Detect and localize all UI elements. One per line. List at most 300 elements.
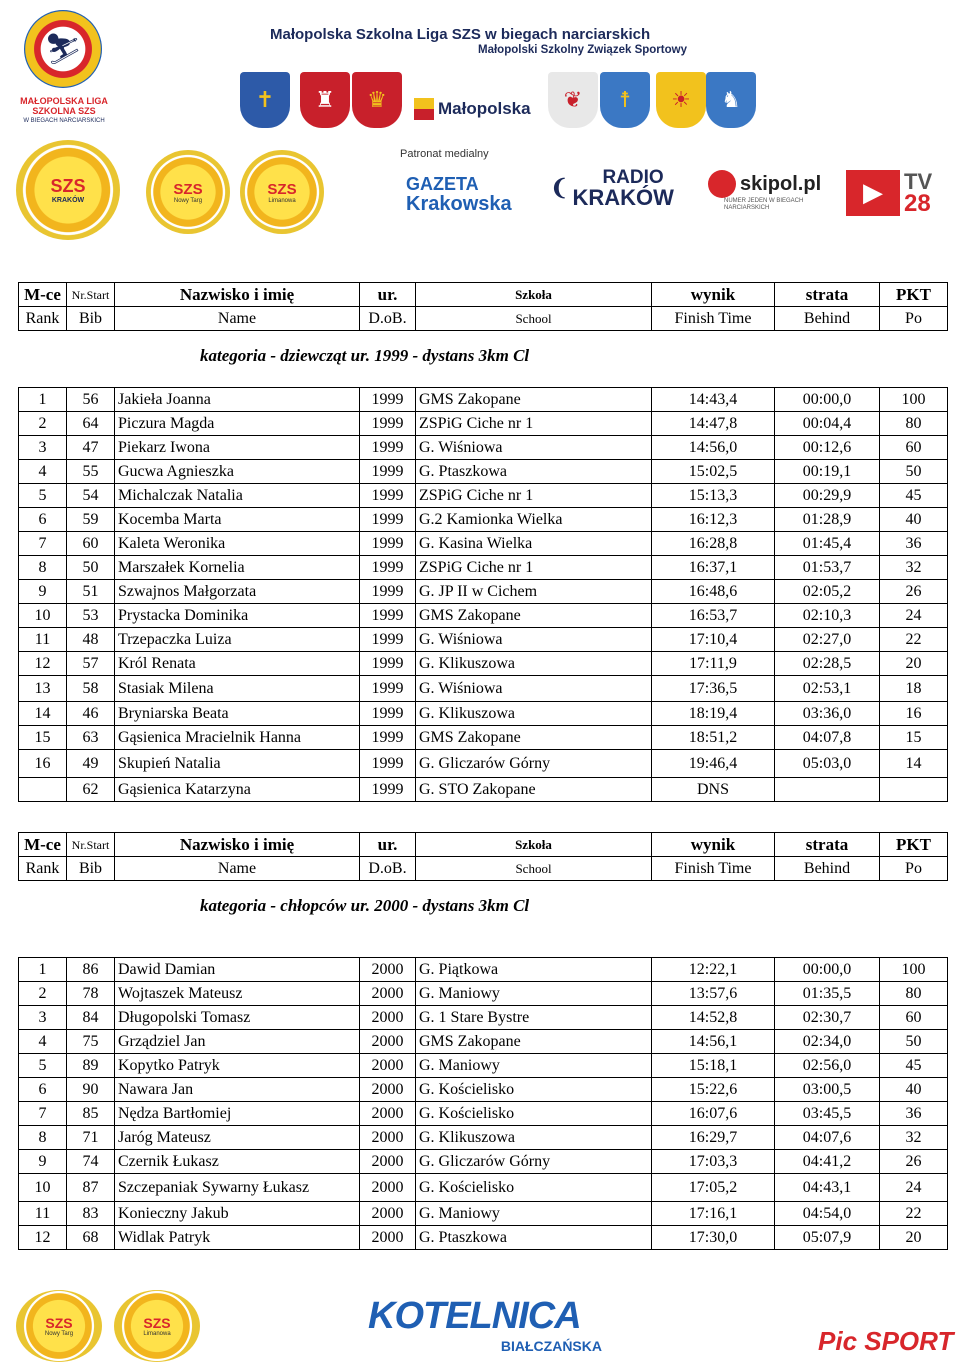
cell-bib: 58 bbox=[67, 676, 115, 702]
col-school-pl: Szkoła bbox=[416, 283, 652, 307]
cell-dob: 1999 bbox=[360, 436, 416, 460]
cell-points: 32 bbox=[880, 556, 948, 580]
table-row bbox=[19, 676, 948, 702]
cell-rank: 12 bbox=[19, 1226, 67, 1250]
gazeta-krakowska-logo bbox=[406, 174, 512, 214]
league-logo-sub: W BIEGACH NARCIARSKICH bbox=[23, 118, 105, 124]
cell-points: 22 bbox=[880, 1202, 948, 1226]
col-behind-pl: strata bbox=[775, 833, 880, 857]
cross-crest-icon: ✝ bbox=[240, 72, 290, 128]
cell-points: 80 bbox=[880, 982, 948, 1006]
cell-finish-time: 17:10,4 bbox=[652, 628, 775, 652]
footer-szs-town-1: Nowy Targ bbox=[44, 1331, 74, 1337]
table-row bbox=[19, 652, 948, 676]
cell-points: 40 bbox=[880, 508, 948, 532]
cell-dob: 1999 bbox=[360, 532, 416, 556]
cell-behind: 00:29,9 bbox=[775, 484, 880, 508]
cell-finish-time: 13:57,6 bbox=[652, 982, 775, 1006]
cell-name: Bryniarska Beata bbox=[115, 702, 360, 726]
cell-name: Stasiak Milena bbox=[115, 676, 360, 702]
cell-name: Kocemba Marta bbox=[115, 508, 360, 532]
cell-finish-time: 17:36,5 bbox=[652, 676, 775, 702]
cell-school: G. Wiśniowa bbox=[416, 436, 652, 460]
cell-points: 40 bbox=[880, 1078, 948, 1102]
cell-school: GMS Zakopane bbox=[416, 388, 652, 412]
cell-points: 80 bbox=[880, 412, 948, 436]
cell-points: 22 bbox=[880, 628, 948, 652]
table-row bbox=[19, 1174, 948, 1202]
malopolska-flag-icon bbox=[414, 98, 434, 120]
col-dob-en: D.oB. bbox=[360, 857, 416, 881]
cell-dob: 1999 bbox=[360, 750, 416, 778]
col-school-pl: Szkoła bbox=[416, 833, 652, 857]
cell-behind: 02:34,0 bbox=[775, 1030, 880, 1054]
cell-school: GMS Zakopane bbox=[416, 726, 652, 750]
cell-rank: 8 bbox=[19, 1126, 67, 1150]
cell-behind: 02:30,7 bbox=[775, 1006, 880, 1030]
malopolska-text: Małopolska bbox=[438, 99, 531, 118]
table-row bbox=[19, 1006, 948, 1030]
cell-points: 32 bbox=[880, 1126, 948, 1150]
cell-finish-time: 16:29,7 bbox=[652, 1126, 775, 1150]
szs-powiat-logo-2 bbox=[240, 150, 324, 234]
radio-krakow-logo bbox=[550, 168, 674, 208]
cell-dob: 2000 bbox=[360, 982, 416, 1006]
cell-school: G. Kościelisko bbox=[416, 1078, 652, 1102]
table-row bbox=[19, 436, 948, 460]
cell-dob: 1999 bbox=[360, 628, 416, 652]
cell-school: G. STO Zakopane bbox=[416, 778, 652, 802]
cell-school: G. Maniowy bbox=[416, 1202, 652, 1226]
sun-crest-icon: ☀ bbox=[656, 72, 706, 128]
cell-name: Król Renata bbox=[115, 652, 360, 676]
cell-school: G. Maniowy bbox=[416, 982, 652, 1006]
table-row bbox=[19, 750, 948, 778]
cell-behind: 02:56,0 bbox=[775, 1054, 880, 1078]
cell-points: 45 bbox=[880, 1054, 948, 1078]
header-table-girls bbox=[18, 282, 948, 331]
table-row bbox=[19, 388, 948, 412]
cell-name: Kopytko Patryk bbox=[115, 1054, 360, 1078]
skipol-sub: NUMER JEDEN W BIEGACH NARCIARSKICH bbox=[724, 198, 804, 211]
cell-name: Nędza Bartłomiej bbox=[115, 1102, 360, 1126]
cell-finish-time: 16:37,1 bbox=[652, 556, 775, 580]
col-pkt-en: Po bbox=[880, 857, 948, 881]
cell-behind: 00:00,0 bbox=[775, 388, 880, 412]
cell-rank: 10 bbox=[19, 604, 67, 628]
table-row bbox=[19, 1078, 948, 1102]
cell-name: Wojtaszek Mateusz bbox=[115, 982, 360, 1006]
results-table-boys bbox=[18, 957, 948, 1250]
cell-points: 20 bbox=[880, 652, 948, 676]
cell-rank: 5 bbox=[19, 1054, 67, 1078]
cell-rank: 14 bbox=[19, 702, 67, 726]
cell-points: 36 bbox=[880, 532, 948, 556]
league-logo bbox=[14, 10, 114, 128]
cell-points: 100 bbox=[880, 388, 948, 412]
cell-dob: 1999 bbox=[360, 580, 416, 604]
cell-rank: 1 bbox=[19, 958, 67, 982]
cell-finish-time: DNS bbox=[652, 778, 775, 802]
table-row bbox=[19, 460, 948, 484]
col-bib-pl: Nr.Start bbox=[67, 283, 115, 307]
cell-bib: 78 bbox=[67, 982, 115, 1006]
table-row bbox=[19, 1150, 948, 1174]
header-title: Małopolska Szkolna Liga SZS w biegach narciarskich bbox=[270, 26, 651, 43]
cell-finish-time: 14:52,8 bbox=[652, 1006, 775, 1030]
cell-behind: 01:35,5 bbox=[775, 982, 880, 1006]
cell-bib: 59 bbox=[67, 508, 115, 532]
table-row bbox=[19, 1030, 948, 1054]
cell-bib: 63 bbox=[67, 726, 115, 750]
kotelnica-sub: BIAŁCZAŃSKA bbox=[500, 1338, 602, 1354]
gazeta-line2: Krakowska bbox=[406, 193, 512, 215]
cell-school: G. Klikuszowa bbox=[416, 652, 652, 676]
league-logo-text: MAŁOPOLSKA LIGA SZKOLNA SZS bbox=[20, 96, 108, 116]
table-row bbox=[19, 580, 948, 604]
header-row-1 bbox=[19, 283, 948, 307]
col-bib-en: Bib bbox=[67, 307, 115, 331]
cell-rank: 3 bbox=[19, 436, 67, 460]
col-dob-pl: ur. bbox=[360, 833, 416, 857]
header-row-2 bbox=[19, 307, 948, 331]
cell-rank: 11 bbox=[19, 1202, 67, 1226]
cell-school: ZSPiG Ciche nr 1 bbox=[416, 484, 652, 508]
cell-finish-time: 15:02,5 bbox=[652, 460, 775, 484]
cell-name: Szwajnos Małgorzata bbox=[115, 580, 360, 604]
table-row bbox=[19, 1226, 948, 1250]
col-rank-pl: M-ce bbox=[19, 283, 67, 307]
cell-behind: 04:43,1 bbox=[775, 1174, 880, 1202]
table-row bbox=[19, 702, 948, 726]
cell-bib: 56 bbox=[67, 388, 115, 412]
cell-finish-time: 17:03,3 bbox=[652, 1150, 775, 1174]
cell-behind: 04:41,2 bbox=[775, 1150, 880, 1174]
gazeta-line1: GAZETA bbox=[406, 174, 479, 194]
col-name-pl: Nazwisko i imię bbox=[115, 283, 360, 307]
cell-bib: 48 bbox=[67, 628, 115, 652]
cell-behind: 02:10,3 bbox=[775, 604, 880, 628]
cell-school: G. Maniowy bbox=[416, 1054, 652, 1078]
cell-school: G.2 Kamionka Wielka bbox=[416, 508, 652, 532]
col-dob-pl: ur. bbox=[360, 283, 416, 307]
cell-school: G. Kościelisko bbox=[416, 1102, 652, 1126]
table-row bbox=[19, 1202, 948, 1226]
cell-behind: 02:28,5 bbox=[775, 652, 880, 676]
cell-rank: 8 bbox=[19, 556, 67, 580]
cell-bib: 64 bbox=[67, 412, 115, 436]
table-row bbox=[19, 508, 948, 532]
szs-krakow-city: KRAKÓW bbox=[51, 197, 85, 204]
col-rank-en: Rank bbox=[19, 307, 67, 331]
cell-behind: 03:45,5 bbox=[775, 1102, 880, 1126]
cell-finish-time: 18:19,4 bbox=[652, 702, 775, 726]
cell-rank: 4 bbox=[19, 460, 67, 484]
table-row bbox=[19, 604, 948, 628]
pic-sport-logo: Pic SPORT bbox=[818, 1326, 954, 1356]
cell-rank: 6 bbox=[19, 1078, 67, 1102]
tv-num: 28 bbox=[904, 190, 931, 217]
table-row bbox=[19, 628, 948, 652]
cell-name: Michalczak Natalia bbox=[115, 484, 360, 508]
skier-icon: ⛷ bbox=[24, 10, 102, 88]
table-row bbox=[19, 484, 948, 508]
cell-bib: 83 bbox=[67, 1202, 115, 1226]
category-title-girls: kategoria - dziewcząt ur. 1999 - dystans 3km Cl bbox=[200, 346, 530, 365]
cell-dob: 1999 bbox=[360, 484, 416, 508]
header-subtitle: Małopolski Szkolny Związek Sportowy bbox=[478, 44, 687, 56]
cell-points: 60 bbox=[880, 1006, 948, 1030]
cell-name: Nawara Jan bbox=[115, 1078, 360, 1102]
cell-finish-time: 17:05,2 bbox=[652, 1174, 775, 1202]
cell-rank bbox=[19, 778, 67, 802]
col-behind-en: Behind bbox=[775, 857, 880, 881]
castle-crest-icon: ♜ bbox=[300, 72, 350, 128]
cell-finish-time: 15:18,1 bbox=[652, 1054, 775, 1078]
cell-finish-time: 12:22,1 bbox=[652, 958, 775, 982]
cell-name: Gucwa Agnieszka bbox=[115, 460, 360, 484]
radio-wave-icon: ❨ bbox=[550, 175, 569, 200]
cell-rank: 7 bbox=[19, 1102, 67, 1126]
cell-dob: 1999 bbox=[360, 460, 416, 484]
cell-bib: 50 bbox=[67, 556, 115, 580]
col-time-en: Finish Time bbox=[652, 307, 775, 331]
cell-dob: 1999 bbox=[360, 556, 416, 580]
col-pkt-pl: PKT bbox=[880, 283, 948, 307]
cell-finish-time: 14:47,8 bbox=[652, 412, 775, 436]
cell-name: Widlak Patryk bbox=[115, 1226, 360, 1250]
cell-name: Piekarz Iwona bbox=[115, 436, 360, 460]
cell-behind: 00:00,0 bbox=[775, 958, 880, 982]
cell-dob: 1999 bbox=[360, 508, 416, 532]
col-name-en: Name bbox=[115, 857, 360, 881]
col-school-en: School bbox=[416, 857, 652, 881]
cell-school: GMS Zakopane bbox=[416, 604, 652, 628]
col-behind-en: Behind bbox=[775, 307, 880, 331]
cell-bib: 71 bbox=[67, 1126, 115, 1150]
cell-name: Trzepaczka Luiza bbox=[115, 628, 360, 652]
cell-name: Dawid Damian bbox=[115, 958, 360, 982]
cell-name: Konieczny Jakub bbox=[115, 1202, 360, 1226]
header-table-boys bbox=[18, 832, 948, 881]
eagle-crest-icon: ❦ bbox=[548, 72, 598, 128]
cell-rank: 16 bbox=[19, 750, 67, 778]
cell-points: 24 bbox=[880, 604, 948, 628]
cell-finish-time: 14:43,4 bbox=[652, 388, 775, 412]
cell-finish-time: 17:11,9 bbox=[652, 652, 775, 676]
cell-points: 50 bbox=[880, 460, 948, 484]
cell-bib: 86 bbox=[67, 958, 115, 982]
tv-label: TV bbox=[904, 169, 933, 194]
table-row bbox=[19, 1102, 948, 1126]
cell-school: G. Piątkowa bbox=[416, 958, 652, 982]
cell-behind: 02:53,1 bbox=[775, 676, 880, 702]
header-row-1 bbox=[19, 833, 948, 857]
col-time-pl: wynik bbox=[652, 283, 775, 307]
cell-dob: 1999 bbox=[360, 676, 416, 702]
cell-school: G. Wiśniowa bbox=[416, 676, 652, 702]
cell-name: Szczepaniak Sywarny Łukasz bbox=[115, 1174, 360, 1202]
cell-rank: 5 bbox=[19, 484, 67, 508]
cell-name: Prystacka Dominika bbox=[115, 604, 360, 628]
cell-name: Czernik Łukasz bbox=[115, 1150, 360, 1174]
footer-szs-logo-2 bbox=[114, 1290, 200, 1362]
cell-behind: 00:19,1 bbox=[775, 460, 880, 484]
cell-school: GMS Zakopane bbox=[416, 1030, 652, 1054]
cell-behind: 03:36,0 bbox=[775, 702, 880, 726]
skipol-icon bbox=[708, 170, 736, 198]
cell-rank: 1 bbox=[19, 388, 67, 412]
cell-dob: 2000 bbox=[360, 1030, 416, 1054]
footer-szs-label-1: SZS bbox=[45, 1315, 73, 1331]
cell-points: 14 bbox=[880, 750, 948, 778]
cell-school: G. Gliczarów Górny bbox=[416, 750, 652, 778]
col-bib-pl: Nr.Start bbox=[67, 833, 115, 857]
cell-name: Skupień Natalia bbox=[115, 750, 360, 778]
patronat-label: Patronat medialny bbox=[400, 148, 489, 160]
cell-behind: 04:54,0 bbox=[775, 1202, 880, 1226]
malopolska-logo bbox=[414, 98, 531, 120]
cell-bib: 84 bbox=[67, 1006, 115, 1030]
col-pkt-pl: PKT bbox=[880, 833, 948, 857]
szs-powiat-label-2: SZS bbox=[267, 180, 297, 198]
cell-finish-time: 17:30,0 bbox=[652, 1226, 775, 1250]
cell-school: G. JP II w Cichem bbox=[416, 580, 652, 604]
cell-dob: 1999 bbox=[360, 412, 416, 436]
cell-bib: 60 bbox=[67, 532, 115, 556]
cell-dob: 1999 bbox=[360, 726, 416, 750]
cell-dob: 2000 bbox=[360, 958, 416, 982]
cell-behind: 05:03,0 bbox=[775, 750, 880, 778]
cell-points: 26 bbox=[880, 1150, 948, 1174]
cell-dob: 1999 bbox=[360, 604, 416, 628]
cell-school: G. Kasina Wielka bbox=[416, 532, 652, 556]
table-row bbox=[19, 1126, 948, 1150]
tv28-logo bbox=[846, 170, 932, 216]
cell-behind: 05:07,9 bbox=[775, 1226, 880, 1250]
cell-dob: 2000 bbox=[360, 1226, 416, 1250]
table-row bbox=[19, 958, 948, 982]
cell-finish-time: 15:13,3 bbox=[652, 484, 775, 508]
cell-name: Gąsienica Katarzyna bbox=[115, 778, 360, 802]
crown-crest-icon: ♛ bbox=[352, 72, 402, 128]
szs-powiat-logo-1 bbox=[146, 150, 230, 234]
col-rank-pl: M-ce bbox=[19, 833, 67, 857]
cell-points: 36 bbox=[880, 1102, 948, 1126]
table-row bbox=[19, 532, 948, 556]
cell-behind: 03:00,5 bbox=[775, 1078, 880, 1102]
cell-name: Jakieła Joanna bbox=[115, 388, 360, 412]
cell-school: G. 1 Stare Bystre bbox=[416, 1006, 652, 1030]
cell-points: 100 bbox=[880, 958, 948, 982]
cell-dob: 1999 bbox=[360, 388, 416, 412]
col-behind-pl: strata bbox=[775, 283, 880, 307]
table-row bbox=[19, 1054, 948, 1078]
cell-school: G. Ptaszkowa bbox=[416, 460, 652, 484]
cell-finish-time: 18:51,2 bbox=[652, 726, 775, 750]
col-time-pl: wynik bbox=[652, 833, 775, 857]
cell-rank: 3 bbox=[19, 1006, 67, 1030]
cell-name: Długopolski Tomasz bbox=[115, 1006, 360, 1030]
footer-szs-label-2: SZS bbox=[143, 1315, 171, 1331]
cell-school: G. Gliczarów Górny bbox=[416, 1150, 652, 1174]
cell-bib: 89 bbox=[67, 1054, 115, 1078]
table-row bbox=[19, 982, 948, 1006]
cell-bib: 74 bbox=[67, 1150, 115, 1174]
play-icon: ▶ bbox=[846, 170, 900, 216]
cell-rank: 6 bbox=[19, 508, 67, 532]
cell-bib: 85 bbox=[67, 1102, 115, 1126]
cell-rank: 9 bbox=[19, 580, 67, 604]
cell-bib: 53 bbox=[67, 604, 115, 628]
header-row-2 bbox=[19, 857, 948, 881]
table-row bbox=[19, 412, 948, 436]
cell-dob: 1999 bbox=[360, 652, 416, 676]
cell-bib: 62 bbox=[67, 778, 115, 802]
cell-dob: 2000 bbox=[360, 1126, 416, 1150]
radio-line1: RADIO bbox=[602, 167, 664, 188]
col-pkt-en: Po bbox=[880, 307, 948, 331]
col-school-en: School bbox=[416, 307, 652, 331]
category-title-boys: kategoria - chłopców ur. 2000 - dystans 3km Cl bbox=[200, 896, 530, 915]
cell-dob: 2000 bbox=[360, 1102, 416, 1126]
cell-rank: 2 bbox=[19, 982, 67, 1006]
skipol-text: skipol.pl bbox=[740, 172, 822, 195]
table-row bbox=[19, 556, 948, 580]
cell-dob: 2000 bbox=[360, 1202, 416, 1226]
cell-bib: 46 bbox=[67, 702, 115, 726]
kotelnica-text: KOTELNICA bbox=[368, 1295, 581, 1337]
cell-name: Piczura Magda bbox=[115, 412, 360, 436]
table-row bbox=[19, 726, 948, 750]
col-bib-en: Bib bbox=[67, 857, 115, 881]
cell-bib: 90 bbox=[67, 1078, 115, 1102]
col-name-pl: Nazwisko i imię bbox=[115, 833, 360, 857]
kotelnica-logo bbox=[368, 1294, 606, 1360]
cell-points: 16 bbox=[880, 702, 948, 726]
col-dob-en: D.oB. bbox=[360, 307, 416, 331]
cell-name: Kaleta Weronika bbox=[115, 532, 360, 556]
szs-krakow-label: SZS bbox=[50, 176, 86, 196]
cell-school: G. Ptaszkowa bbox=[416, 1226, 652, 1250]
cell-name: Gąsienica Mracielnik Hanna bbox=[115, 726, 360, 750]
cell-behind: 01:28,9 bbox=[775, 508, 880, 532]
cell-bib: 54 bbox=[67, 484, 115, 508]
cell-bib: 47 bbox=[67, 436, 115, 460]
cell-rank: 13 bbox=[19, 676, 67, 702]
cell-finish-time: 17:16,1 bbox=[652, 1202, 775, 1226]
cell-behind bbox=[775, 778, 880, 802]
cell-dob: 1999 bbox=[360, 702, 416, 726]
cell-points: 24 bbox=[880, 1174, 948, 1202]
cell-bib: 51 bbox=[67, 580, 115, 604]
cell-points bbox=[880, 778, 948, 802]
szs-krakow-logo bbox=[16, 140, 120, 240]
cell-name: Marszałek Kornelia bbox=[115, 556, 360, 580]
cell-rank: 11 bbox=[19, 628, 67, 652]
cell-bib: 57 bbox=[67, 652, 115, 676]
cell-behind: 02:27,0 bbox=[775, 628, 880, 652]
cell-finish-time: 19:46,4 bbox=[652, 750, 775, 778]
cell-name: Grządziel Jan bbox=[115, 1030, 360, 1054]
cell-rank: 9 bbox=[19, 1150, 67, 1174]
cell-behind: 04:07,8 bbox=[775, 726, 880, 750]
cell-points: 50 bbox=[880, 1030, 948, 1054]
cell-points: 26 bbox=[880, 580, 948, 604]
cell-rank: 2 bbox=[19, 412, 67, 436]
cell-behind: 01:45,4 bbox=[775, 532, 880, 556]
saint-crest-icon: ☨ bbox=[600, 72, 650, 128]
